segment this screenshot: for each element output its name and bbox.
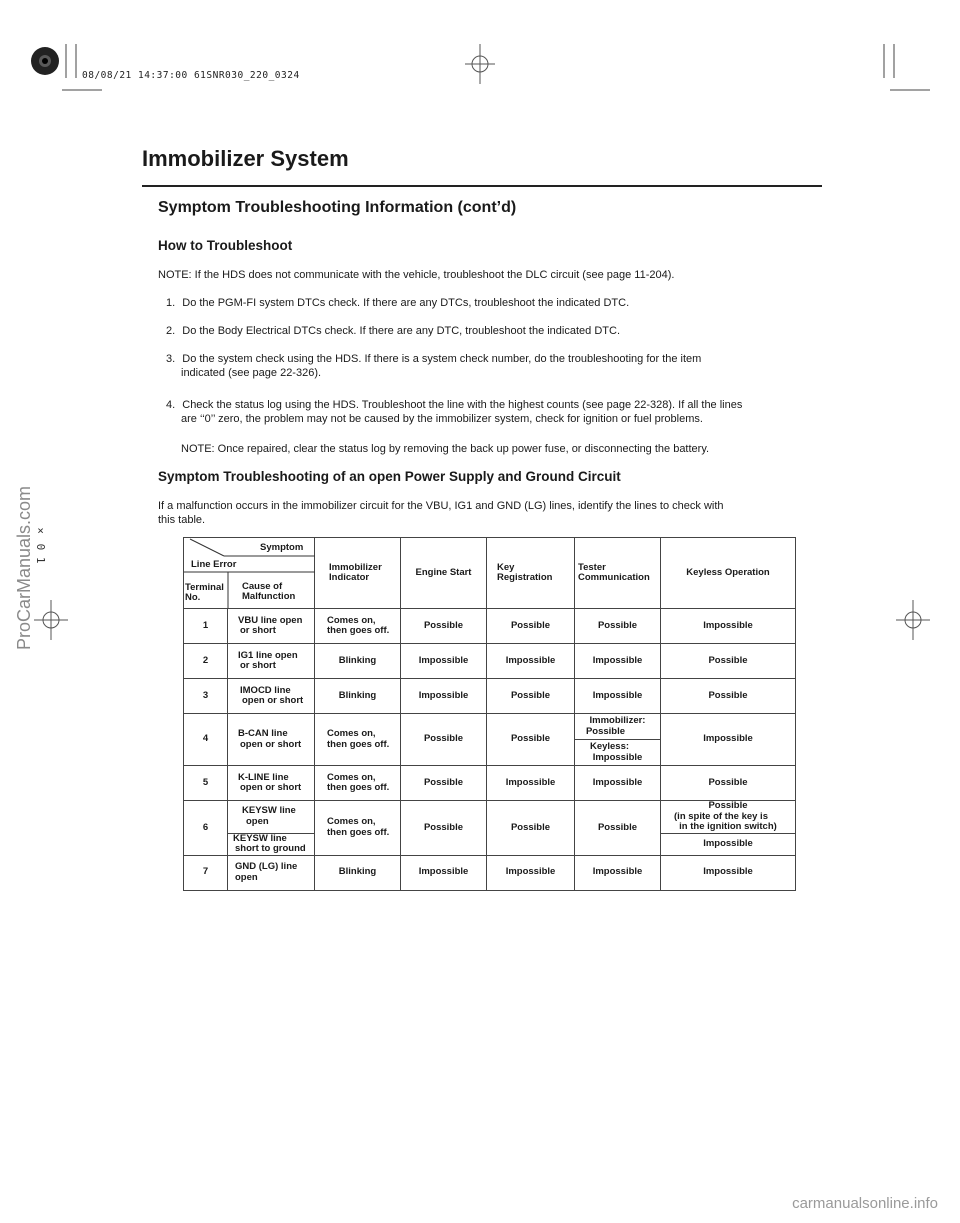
table-row	[184, 855, 796, 890]
hds-note: NOTE: If the HDS does not communicate with the vehicle, troubleshoot the DLC circuit (see page 11-204).	[158, 269, 675, 281]
row-keyless: Possible	[661, 766, 796, 801]
row-number: 4	[184, 714, 228, 766]
row-keyless: Impossible	[661, 714, 796, 766]
intro-line-2: this table.	[158, 514, 206, 526]
row-keyless: Impossible	[661, 609, 796, 644]
watermark-bottom: carmanualsonline.info	[792, 1195, 938, 1212]
row-key-registration: Impossible	[487, 766, 575, 801]
crosshair-left	[34, 600, 68, 640]
row-indicator: Comes on, then goes off.	[315, 766, 401, 801]
crop-mark-top-left	[62, 44, 102, 94]
row-tester: Impossible	[575, 766, 661, 801]
step-number: 2.	[166, 325, 176, 337]
header-key-registration: Key Registration	[487, 538, 575, 609]
row-number: 6	[184, 801, 228, 856]
table-row	[184, 609, 796, 644]
corner-header	[184, 538, 315, 609]
row-engine-start: Possible	[401, 801, 487, 856]
row-keyless: Possible	[661, 679, 796, 714]
row-tester: Possible	[575, 609, 661, 644]
open-circuit-heading: Symptom Troubleshooting of an open Power Supply and Ground Circuit	[158, 469, 621, 484]
step-number: 3.	[166, 353, 176, 365]
repair-note: NOTE: Once repaired, clear the status log by removing the back up power fuse, or disconnecting the battery.	[181, 443, 710, 455]
row-engine-start: Impossible	[401, 644, 487, 679]
row-keyless-possible: Possible (in spite of the key is in the ignition switch)	[661, 801, 796, 834]
row-cause-open: KEYSW line open	[228, 801, 315, 834]
row-key-registration: Possible	[487, 679, 575, 714]
crosshair-top	[465, 44, 495, 84]
row-cause: IMOCD line open or short	[228, 679, 315, 714]
corner-line-error: Line Error	[191, 559, 237, 570]
section-title: Symptom Troubleshooting Information (cont’d)	[158, 199, 517, 216]
row-number: 3	[184, 679, 228, 714]
step-number: 1.	[166, 297, 176, 309]
row-cause: VBU line open or short	[228, 609, 315, 644]
row-key-registration: Possible	[487, 801, 575, 856]
row-number: 7	[184, 855, 228, 890]
header-tester: Tester Communication	[575, 538, 661, 609]
corner-cause-1: Cause of	[242, 581, 283, 592]
row-tester: Possible	[575, 801, 661, 856]
step-number: 4.	[166, 399, 176, 411]
row-indicator: Blinking	[315, 644, 401, 679]
step-4	[166, 398, 866, 426]
row-cause: GND (LG) line open	[228, 855, 315, 890]
corner-cause-2: Malfunction	[242, 591, 296, 602]
row-engine-start: Possible	[401, 714, 487, 766]
row-indicator: Blinking	[315, 855, 401, 890]
row-engine-start: Possible	[401, 609, 487, 644]
table-row	[184, 801, 796, 834]
how-to-heading: How to Troubleshoot	[158, 238, 293, 253]
row-cause: K-LINE line open or short	[228, 766, 315, 801]
row-tester-keyless: Keyless: Impossible	[575, 740, 661, 766]
row-keyless: Possible	[661, 644, 796, 679]
step-3	[166, 352, 846, 380]
header-indicator: Immobilizer Indicator	[315, 538, 401, 609]
crosshair-right	[896, 600, 930, 640]
row-key-registration: Impossible	[487, 855, 575, 890]
row-cause: B-CAN line open or short	[228, 714, 315, 766]
row-engine-start: Impossible	[401, 679, 487, 714]
row-tester-immobilizer: Immobilizer: Possible	[575, 714, 661, 740]
row-keyless: Impossible	[661, 855, 796, 890]
row-engine-start: Possible	[401, 766, 487, 801]
table-row	[184, 766, 796, 801]
table-header-row	[184, 538, 796, 609]
row-number: 1	[184, 609, 228, 644]
open-circuit-intro	[158, 499, 848, 527]
row-indicator: Comes on, then goes off.	[315, 609, 401, 644]
intro-line-1: If a malfunction occurs in the immobilizer circuit for the VBU, IG1 and GND (LG) lines, identify the lines to check with	[158, 500, 724, 512]
row-indicator: Comes on, then goes off.	[315, 801, 401, 856]
title-rule	[142, 185, 822, 187]
step-text: Do the Body Electrical DTCs check. If there are any DTC, troubleshoot the indicated DTC.	[182, 325, 620, 337]
registration-mark-disc	[30, 46, 60, 76]
row-keyless-impossible: Impossible	[661, 833, 796, 855]
row-cause: IG1 line open or short	[228, 644, 315, 679]
step-text-cont: are ‘‘0’’ zero, the problem may not be caused by the immobilizer system, check for ignition or fuel problems.	[181, 413, 703, 425]
side-page-code: × 0 1	[34, 524, 47, 564]
step-text: Check the status log using the HDS. Troubleshoot the line with the highest counts (see page 22-328). If all the lines	[182, 399, 743, 411]
row-key-registration: Impossible	[487, 644, 575, 679]
print-stamp: 08/08/21 14:37:00 61SNR030_220_0324	[82, 70, 300, 81]
step-text: Do the PGM-FI system DTCs check. If there are any DTCs, troubleshoot the indicated DTC.	[182, 297, 630, 309]
row-key-registration: Possible	[487, 714, 575, 766]
table-row	[184, 679, 796, 714]
table-row	[184, 644, 796, 679]
header-keyless: Keyless Operation	[661, 538, 796, 609]
row-key-registration: Possible	[487, 609, 575, 644]
step-2	[166, 324, 816, 338]
header-engine-start: Engine Start	[401, 538, 487, 609]
row-indicator: Comes on, then goes off.	[315, 714, 401, 766]
step-1	[166, 296, 816, 310]
step-text-cont: indicated (see page 22-326).	[181, 367, 322, 379]
page-title: Immobilizer System	[142, 146, 349, 171]
row-engine-start: Impossible	[401, 855, 487, 890]
line-error-table	[183, 537, 796, 891]
row-tester: Impossible	[575, 855, 661, 890]
row-cause-short: KEYSW line short to ground	[228, 833, 315, 855]
crop-mark-top-right	[880, 44, 930, 94]
table-row	[184, 714, 796, 740]
row-number: 5	[184, 766, 228, 801]
corner-symptom: Symptom	[260, 542, 304, 553]
corner-no: No.	[185, 592, 201, 603]
row-number: 2	[184, 644, 228, 679]
step-text: Do the system check using the HDS. If there is a system check number, do the troubleshooting for the item	[182, 353, 702, 365]
row-tester: Impossible	[575, 644, 661, 679]
row-indicator: Blinking	[315, 679, 401, 714]
watermark-left: ProCarManuals.com	[14, 485, 34, 650]
row-tester: Impossible	[575, 679, 661, 714]
corner-terminal: Terminal	[185, 582, 224, 593]
